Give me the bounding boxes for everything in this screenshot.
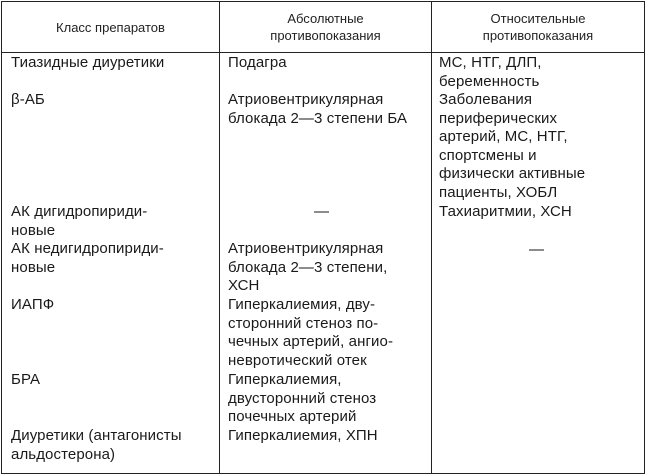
column-divider-2: [431, 2, 432, 473]
header-relative: [432, 2, 644, 52]
absolute-cell: Атриовентрикулярная блокада 2—3 степени, ХСН: [228, 240, 388, 295]
absolute-cell: Атриовентрикулярная блокада 2—3 степени БА: [228, 91, 408, 127]
header-absolute: [220, 2, 431, 52]
contraindications-table: [1, 1, 645, 474]
relative-cell: Заболевания периферических артерий, МС, НТГ, спортсмены и физически активные пациенты, ХОБЛ: [439, 91, 586, 201]
drug-class-cell: β-АБ: [11, 91, 45, 108]
drug-class-cell: Диуретики (антагонисты альдостерона): [11, 427, 182, 463]
header-relative-label: Относительные противопоказания: [482, 11, 594, 43]
absolute-cell: Гиперкалиемия, ХПН: [228, 427, 378, 444]
drug-class-cell: АК недигидропириди- новые: [11, 240, 164, 276]
absolute-cell: Гиперкалиемия, дву- сторонний стеноз по- чечных артерий, ангио- невротический отек: [228, 296, 394, 369]
header-divider: [2, 52, 644, 53]
relative-cell: МС, НТГ, ДЛП, беременность: [439, 54, 542, 90]
drug-class-cell: ИАПФ: [11, 296, 55, 313]
column-divider-1: [219, 2, 220, 473]
relative-cell: Тахиаритмии, ХСН: [439, 203, 572, 220]
drug-class-cell: БРА: [11, 371, 41, 388]
header-drug-class: [2, 2, 219, 52]
absolute-dash: —: [314, 203, 329, 220]
header-drug-class-label: Класс препаратов: [56, 19, 165, 35]
absolute-cell: Гиперкалиемия, двусторонний стеноз почечных артерий: [228, 371, 377, 426]
absolute-cell: Подагра: [228, 54, 287, 71]
relative-dash: —: [529, 241, 544, 258]
drug-class-cell: Тиазидные диуретики: [11, 54, 165, 71]
header-absolute-label: Абсолютные противопоказания: [270, 11, 381, 43]
drug-class-cell: АК дигидропириди- новые: [11, 203, 148, 239]
